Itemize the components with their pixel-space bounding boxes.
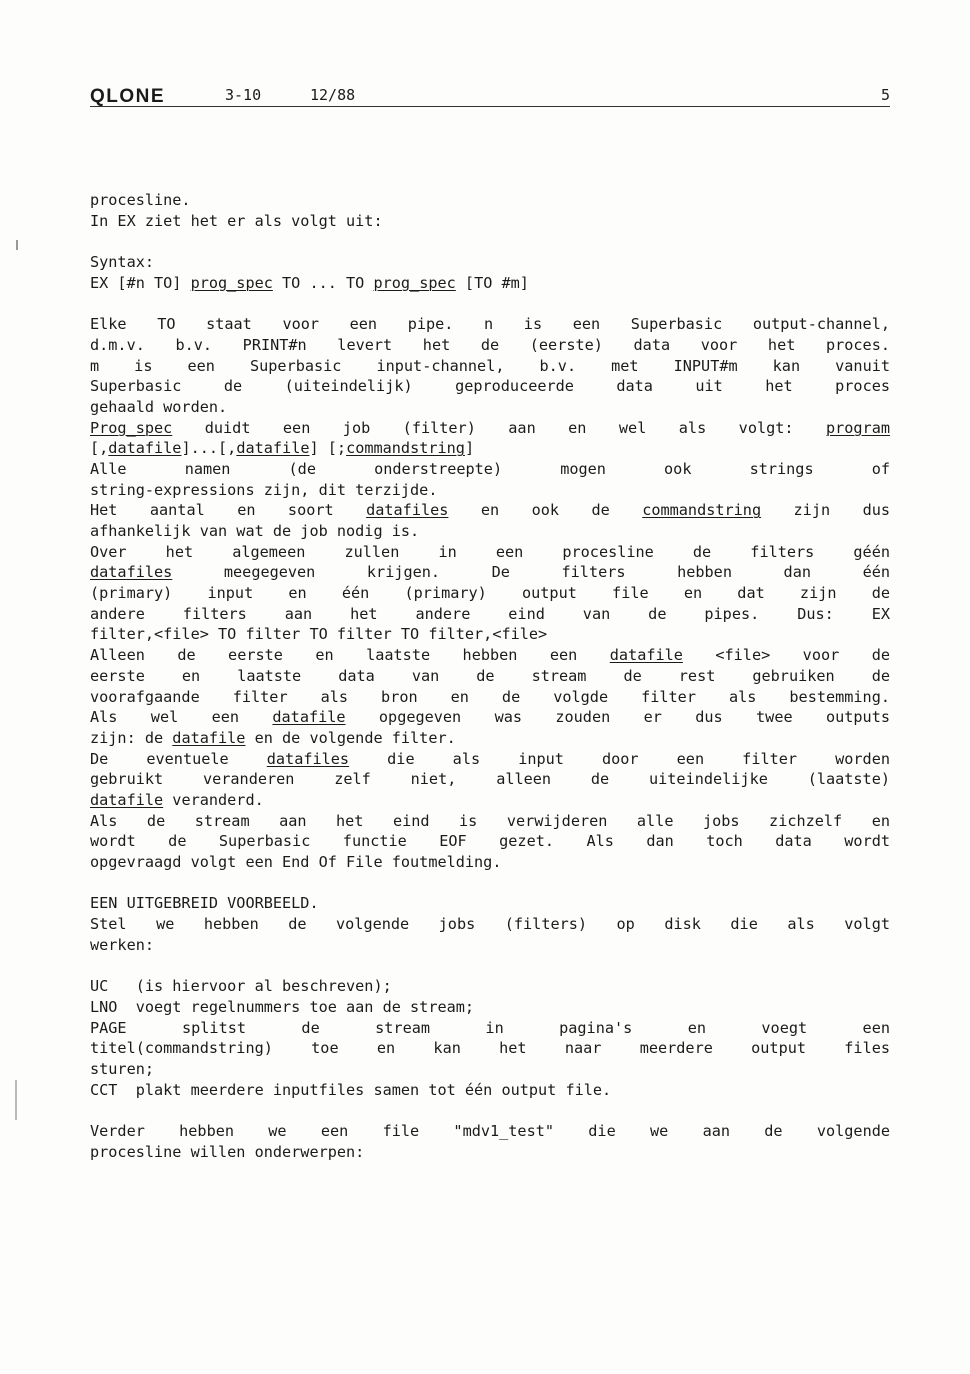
text-segment: UC (is hiervoor al beschreven);	[90, 977, 392, 996]
text-segment: opgevraagd volgt een End Of File foutmelding.	[90, 853, 502, 871]
text-segment: andere filters aan het andere eind van de pipes. Dus: EX	[90, 604, 890, 623]
text-segment: sturen;	[90, 1059, 155, 1078]
text-segment: [,	[90, 439, 109, 458]
text-line	[90, 976, 890, 997]
text-line	[90, 728, 890, 749]
text-line	[90, 418, 890, 439]
issue-date: 12/88	[310, 86, 356, 104]
text-segment: en de volgende filter.	[245, 728, 456, 747]
text-segment: De eventuele	[90, 749, 267, 768]
text-line	[90, 542, 890, 563]
text-segment: Elke TO staat voor een pipe. n is een Superbasic output-channel,	[90, 315, 890, 334]
text-line	[90, 376, 890, 397]
underlined-term: datafiles	[90, 563, 173, 582]
text-segment: zijn: de	[90, 728, 173, 747]
text-segment: Over het algemeen zullen in een procesline de filters géén	[90, 542, 890, 561]
text-line	[90, 1018, 890, 1039]
text-segment: ] [;	[309, 439, 347, 458]
text-line	[90, 749, 890, 770]
text-line	[90, 811, 890, 832]
text-segment: Alle namen (de onderstreepte) mogen ook strings of	[90, 459, 890, 478]
text-line	[90, 521, 890, 542]
text-segment: [TO #m]	[455, 273, 529, 292]
underlined-term: prog_spec	[373, 273, 456, 292]
underlined-term: commandstring	[346, 439, 465, 458]
text-segment: gebruikt veranderen zelf niet, alleen de uiteindelijke (laatste)	[90, 770, 890, 789]
text-segment: Als wel een	[90, 708, 273, 727]
text-line	[90, 459, 890, 480]
text-segment: Alleen de eerste en laatste hebben een	[90, 646, 610, 665]
text-segment: wordt de Superbasic functie EOF gezet. Als dan toch data wordt	[90, 832, 890, 851]
text-segment: voorafgaande filter als bron en de volgde filter als bestemming.	[90, 687, 890, 706]
text-segment: afhankelijk van wat de job nodig is.	[90, 522, 420, 540]
text-line	[90, 790, 890, 811]
text-segment: Het aantal en soort	[90, 501, 367, 520]
text-line	[90, 438, 890, 459]
text-segment: <file> voor de	[682, 646, 891, 665]
text-segment: gehaald worden.	[90, 397, 228, 416]
text-line	[90, 893, 890, 914]
text-line	[90, 211, 890, 232]
scan-artifact	[16, 240, 18, 250]
text-segment: Superbasic de (uiteindelijk) geproduceerde data uit het proces	[90, 377, 890, 396]
text-segment: Syntax:	[90, 253, 155, 272]
text-line	[90, 997, 890, 1018]
text-line	[90, 831, 890, 852]
text-segment: filter,<file> TO filter TO filter TO filter,<file>	[90, 625, 548, 644]
blank-line	[90, 873, 890, 894]
text-segment: ]	[464, 439, 475, 458]
scan-artifact	[15, 1080, 17, 1120]
underlined-term: datafiles	[366, 501, 449, 520]
text-segment: LNO voegt regelnummers toe aan de stream;	[90, 997, 475, 1016]
text-segment: TO ... TO	[272, 273, 374, 292]
underlined-term: datafile	[90, 790, 164, 809]
underlined-term: datafile	[272, 708, 346, 727]
text-line	[90, 583, 890, 604]
text-segment: In EX ziet het er als volgt uit:	[90, 211, 383, 230]
text-segment: Als de stream aan het eind is verwijderen alle jobs zichzelf en	[90, 811, 890, 830]
text-line	[90, 190, 890, 211]
text-segment: zijn dus	[761, 501, 890, 520]
text-line	[90, 769, 890, 790]
text-segment: Verder hebben we een file "mdv1_test" die we aan de volgende	[90, 1121, 890, 1140]
text-segment: d.m.v. b.v. PRINT#n levert het de (eerste) data voor het proces.	[90, 335, 890, 354]
text-segment: Stel we hebben de volgende jobs (filters) op disk die als volgt	[90, 915, 890, 934]
page-header	[90, 86, 890, 107]
underlined-term: datafiles	[266, 749, 350, 768]
underlined-term: datafile	[172, 728, 246, 747]
text-line	[90, 397, 890, 418]
text-line	[90, 645, 890, 666]
text-line	[90, 604, 890, 625]
blank-line	[90, 231, 890, 252]
text-line	[90, 1059, 890, 1080]
text-line	[90, 1080, 890, 1101]
text-segment: duidt een job (filter) aan en wel als volgt:	[172, 418, 826, 437]
text-line	[90, 624, 890, 645]
text-line	[90, 500, 890, 521]
text-line	[90, 273, 890, 294]
text-line	[90, 914, 890, 935]
text-line	[90, 935, 890, 956]
text-segment: ]...[,	[181, 439, 237, 458]
text-line	[90, 335, 890, 356]
text-segment: opgegeven was zouden er dus twee outputs	[345, 708, 890, 727]
text-segment: meegegeven krijgen. De filters hebben dan één	[172, 563, 890, 582]
underlined-term: commandstring	[642, 501, 762, 520]
text-line	[90, 1142, 890, 1163]
text-segment: procesline willen onderwerpen:	[90, 1142, 365, 1161]
text-segment: eerste en laatste data van de stream de rest gebruiken de	[90, 666, 890, 685]
text-line	[90, 356, 890, 377]
text-segment: titel(commandstring) toe en kan het naar meerdere output files	[90, 1039, 890, 1058]
text-line	[90, 1038, 890, 1059]
page-number: 5	[880, 86, 890, 104]
blank-line	[90, 1100, 890, 1121]
text-segment: string-expressions zijn, dit terzijde.	[90, 480, 438, 499]
issue-number: 3-10	[225, 86, 262, 104]
underlined-term: datafile	[609, 646, 683, 665]
underlined-term: program	[825, 418, 890, 437]
text-line	[90, 480, 890, 501]
text-segment: die als input door een filter worden	[349, 749, 890, 768]
text-line	[90, 707, 890, 728]
text-segment: procesline.	[90, 191, 191, 209]
blank-line	[90, 293, 890, 314]
text-segment: EX [#n TO]	[90, 273, 191, 292]
text-line	[90, 252, 890, 273]
article-body	[90, 190, 890, 1162]
blank-line	[90, 955, 890, 976]
text-line	[90, 1121, 890, 1142]
underlined-term: datafile	[236, 439, 310, 458]
text-line	[90, 687, 890, 708]
underlined-term: Prog_spec	[90, 418, 173, 437]
text-line	[90, 314, 890, 335]
text-segment: CCT plakt meerdere inputfiles samen tot één output file.	[90, 1080, 612, 1099]
text-segment: PAGE splitst de stream in pagina's en voegt een	[90, 1018, 890, 1037]
text-segment: werken:	[90, 935, 155, 954]
text-segment: en ook de	[448, 501, 643, 520]
text-segment: m is een Superbasic input-channel, b.v. met INPUT#m kan vanuit	[90, 356, 890, 375]
text-segment: veranderd.	[163, 790, 264, 809]
text-line	[90, 562, 890, 583]
magazine-logo: QLONE	[90, 86, 166, 107]
text-line	[90, 666, 890, 687]
text-segment: EEN UITGEBREID VOORBEELD.	[90, 894, 319, 913]
underlined-term: prog_spec	[190, 273, 273, 292]
underlined-term: datafile	[108, 439, 182, 458]
text-line	[90, 852, 890, 873]
text-segment: (primary) input en één (primary) output file en dat zijn de	[90, 584, 890, 603]
